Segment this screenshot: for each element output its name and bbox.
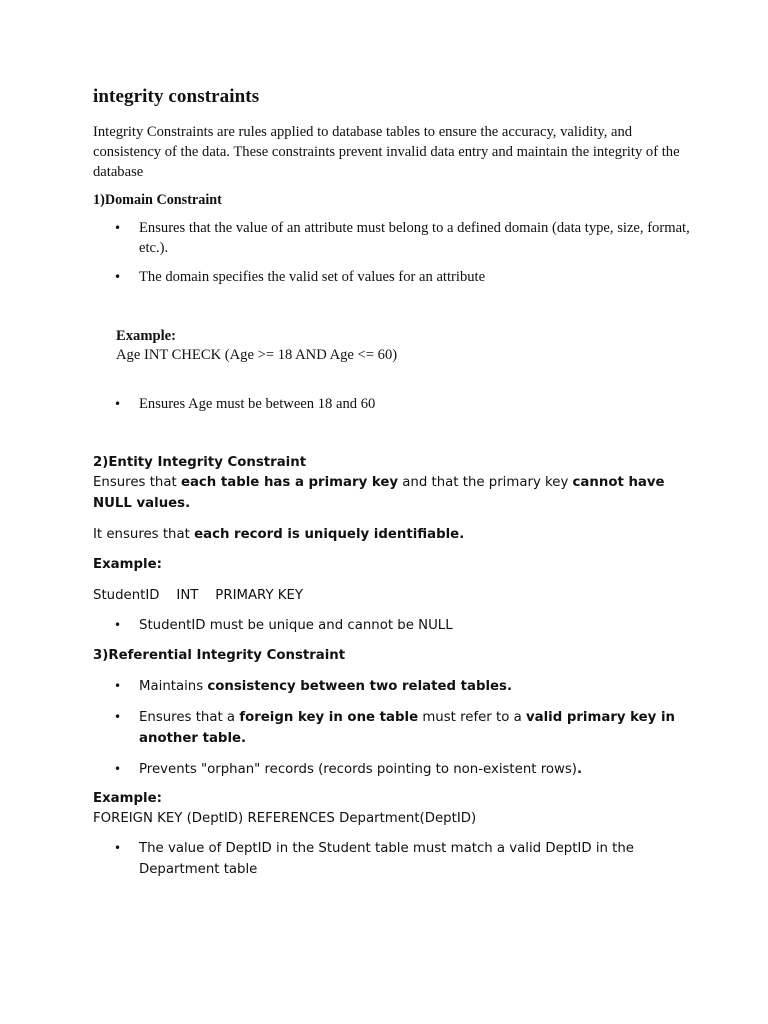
domain-constraint-heading: 1)Domain Constraint <box>93 192 222 208</box>
domain-example-label: Example: <box>116 328 176 344</box>
list-item: • Ensures Age must be between 18 and 60 <box>93 394 693 414</box>
referential-integrity-heading: 3)Referential Integrity Constraint <box>93 648 346 663</box>
intro-paragraph: Integrity Constraints are rules applied to database tables to ensure the accuracy, validity, and consistency of the data. These constraints prevent invalid data entry and maintain the integrity of the database <box>93 124 680 180</box>
list-item: • Ensures that a foreign key in one table must refer to a valid primary key in another table. <box>93 707 693 749</box>
domain-example-code: Age INT CHECK (Age >= 18 AND Age <= 60) <box>116 347 398 363</box>
entity-example-code: StudentID INT PRIMARY KEY <box>93 588 304 603</box>
referential-bullet-list <box>93 676 693 790</box>
entity-example-bullet-list <box>93 615 693 646</box>
entity-description: Ensures that each table has a primary key and that the primary key cannot have NULL values. <box>93 475 665 511</box>
referential-example-label: Example: <box>93 791 162 806</box>
list-item: • Ensures that the value of an attribute must belong to a defined domain (data type, size, format, etc.). <box>93 218 693 258</box>
entity-uniqueness-note: It ensures that each record is uniquely identifiable. <box>93 527 465 542</box>
list-item: • Prevents "orphan" records (records pointing to non-existent rows). <box>93 759 693 780</box>
list-item: • Maintains consistency between two related tables. <box>93 676 693 697</box>
domain-bullet-list <box>93 218 693 296</box>
page-title: integrity constraints <box>93 86 260 107</box>
list-item: • The domain specifies the valid set of values for an attribute <box>93 267 693 287</box>
domain-example-bullet-list <box>93 394 693 423</box>
referential-example-code: FOREIGN KEY (DeptID) REFERENCES Department(DeptID) <box>93 811 477 826</box>
entity-example-label: Example: <box>93 557 162 572</box>
entity-integrity-heading: 2)Entity Integrity Constraint <box>93 455 307 470</box>
list-item: • The value of DeptID in the Student table must match a valid DeptID in the Department table <box>93 838 693 880</box>
list-item: • StudentID must be unique and cannot be NULL <box>93 615 693 636</box>
referential-example-bullet-list <box>93 838 693 890</box>
